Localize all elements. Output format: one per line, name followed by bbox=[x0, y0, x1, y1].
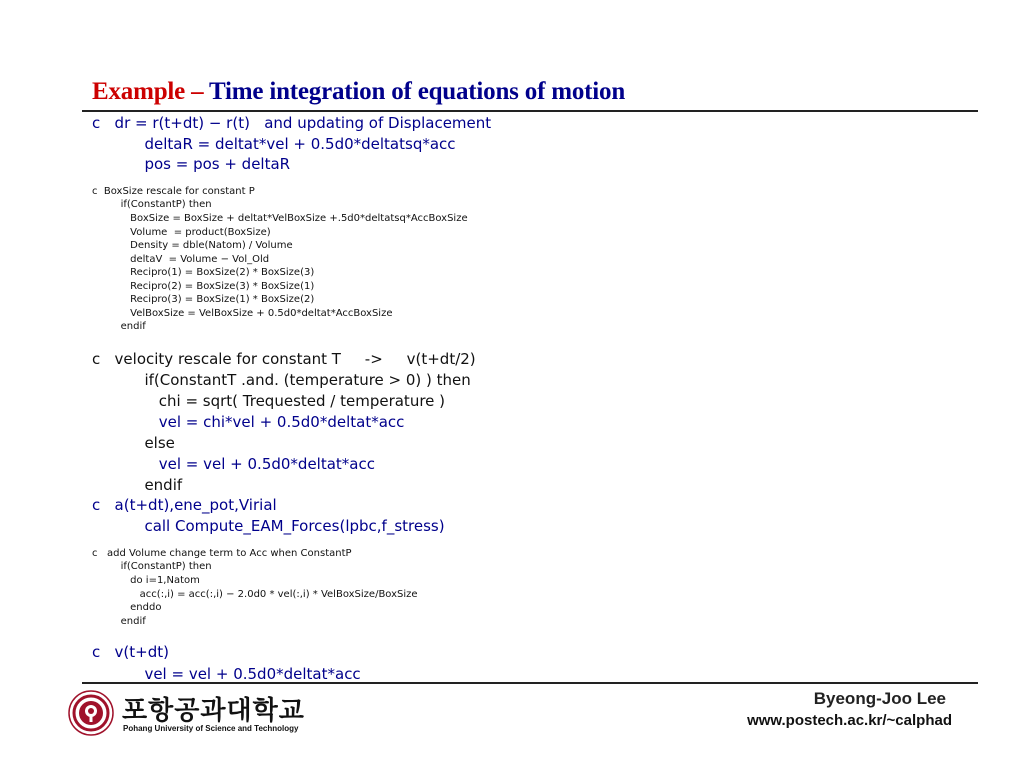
title-separator: – bbox=[185, 78, 209, 105]
code-line: c BoxSize rescale for constant P bbox=[92, 186, 255, 197]
code-line: c dr = r(t+dt) − r(t) and updating of Displacement bbox=[92, 114, 492, 132]
university-name-english: Pohang University of Science and Technology bbox=[123, 724, 299, 733]
code-line: enddo bbox=[92, 602, 162, 613]
code-line: vel = vel + 0.5d0*deltat*acc bbox=[92, 665, 361, 681]
code-line: else bbox=[92, 434, 175, 452]
code-line: if(ConstantP) then bbox=[92, 199, 212, 210]
code-line: deltaV = Volume − Vol_Old bbox=[92, 254, 270, 265]
code-line: endif bbox=[92, 321, 146, 332]
code-line: Recipro(3) = BoxSize(1) * BoxSize(2) bbox=[92, 294, 315, 305]
code-line: BoxSize = BoxSize + deltat*VelBoxSize +.5d0*deltatsq*AccBoxSize bbox=[92, 213, 468, 224]
code-line: if(ConstantP) then bbox=[92, 561, 212, 572]
code-line: acc(:,i) = acc(:,i) − 2.0d0 * vel(:,i) * VelBoxSize/BoxSize bbox=[92, 589, 418, 600]
code-line: c add Volume change term to Acc when ConstantP bbox=[92, 548, 352, 559]
code-line: Recipro(2) = BoxSize(3) * BoxSize(1) bbox=[92, 281, 315, 292]
code-line: chi = sqrt( Trequested / temperature ) bbox=[92, 392, 446, 410]
code-line: c v(t+dt) bbox=[92, 643, 169, 661]
slide-title bbox=[92, 78, 625, 106]
code-line: VelBoxSize = VelBoxSize + 0.5d0*deltat*AccBoxSize bbox=[92, 308, 393, 319]
code-line: Volume = product(BoxSize) bbox=[92, 227, 271, 238]
footer-divider bbox=[82, 682, 978, 684]
code-line: Density = dble(Natom) / Volume bbox=[92, 240, 293, 251]
university-seal-icon bbox=[68, 690, 114, 736]
code-line: if(ConstantT .and. (temperature > 0) ) then bbox=[92, 371, 471, 389]
code-line: endif bbox=[92, 616, 146, 627]
code-line: do i=1,Natom bbox=[92, 575, 200, 586]
title-topic: Time integration of equations of motion bbox=[209, 78, 626, 105]
code-listing bbox=[92, 112, 972, 681]
website-url: www.postech.ac.kr/~calphad bbox=[747, 712, 952, 729]
code-line: endif bbox=[92, 476, 183, 494]
code-line: deltaR = deltat*vel + 0.5d0*deltatsq*acc bbox=[92, 135, 456, 153]
code-line: vel = chi*vel + 0.5d0*deltat*acc bbox=[92, 413, 405, 431]
code-line: Recipro(1) = BoxSize(2) * BoxSize(3) bbox=[92, 267, 315, 278]
code-line: call Compute_EAM_Forces(lpbc,f_stress) bbox=[92, 517, 445, 535]
university-name-korean: 포항공과대학교 bbox=[122, 696, 305, 726]
university-logo bbox=[68, 688, 328, 742]
code-line: c velocity rescale for constant T -> v(t+dt/2) bbox=[92, 350, 476, 368]
author-name: Byeong-Joo Lee bbox=[813, 689, 946, 708]
title-example: Example bbox=[92, 78, 186, 105]
code-line: c a(t+dt),ene_pot,Virial bbox=[92, 496, 277, 514]
code-line: vel = vel + 0.5d0*deltat*acc bbox=[92, 455, 375, 473]
code-line: pos = pos + deltaR bbox=[92, 155, 291, 173]
